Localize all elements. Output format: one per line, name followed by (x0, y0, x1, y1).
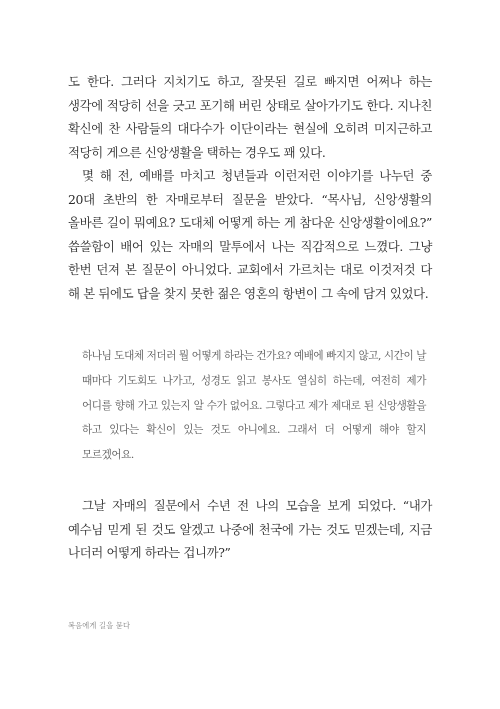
body-paragraph-continuation: 도 한다. 그러다 지치기도 하고, 잘못된 길로 빠지면 어쩌나 하는 생각에 적당히 선을 긋고 포기해 버린 상태로 살아가기도 한다. 지나친 확신에 찬 사람들의 대다수가 이단이라는 현실에 오히려 미지근하고 적당히 게으른 신앙생활을 택하는 경우도 꽤 있다. (68, 74, 432, 160)
closing-paragraph (68, 494, 432, 565)
block-quote (82, 344, 426, 468)
main-body-text (68, 70, 432, 305)
body-paragraph-question-story: 몇 해 전, 예배를 마치고 청년들과 이런저런 이야기를 나누던 중 20대 초반의 한 자매로부터 질문을 받았다. “목사님, 신앙생활의 올바른 길이 뭐예요? 도대체 어떻게 하는 게 참다운 신앙생활이에요?” 씁쓸함이 배어 있는 자매의 말투에서 나는 직감적으로 느꼈다. 그냥 한번 던져 본 질문이 아니었다. 교회에서 가르치는 대로 이것저것 다 해 본 뒤에도 답을 찾지 못한 젊은 영혼의 항변이 그 속에 담겨 있었다. (68, 168, 432, 301)
closing-paragraph-text: 그날 자매의 질문에서 수년 전 나의 모습을 보게 되었다. “내가 예수님 믿게 된 것도 알겠고 나중에 천국에 가는 것도 믿겠는데, 지금 나더러 어떻게 하라는 겁니까?” (68, 498, 432, 560)
block-quote-text: 하나님 도대체 저더러 뭘 어떻게 하라는 건가요? 예배에 빠지지 않고, 시간이 날 때마다 기도회도 나가고, 성경도 읽고 봉사도 열심히 하는데, 여전히 제가 어디를 향해 가고 있는지 알 수가 없어요. 그렇다고 제가 제대로 된 신앙생활을 하고 있다는 확신이 있는 것도 아니에요. 그래서 더 어떻게 해야 할지 모르겠어요. (82, 350, 426, 462)
running-footer-title: 복음에게 길을 묻다 (68, 621, 131, 630)
